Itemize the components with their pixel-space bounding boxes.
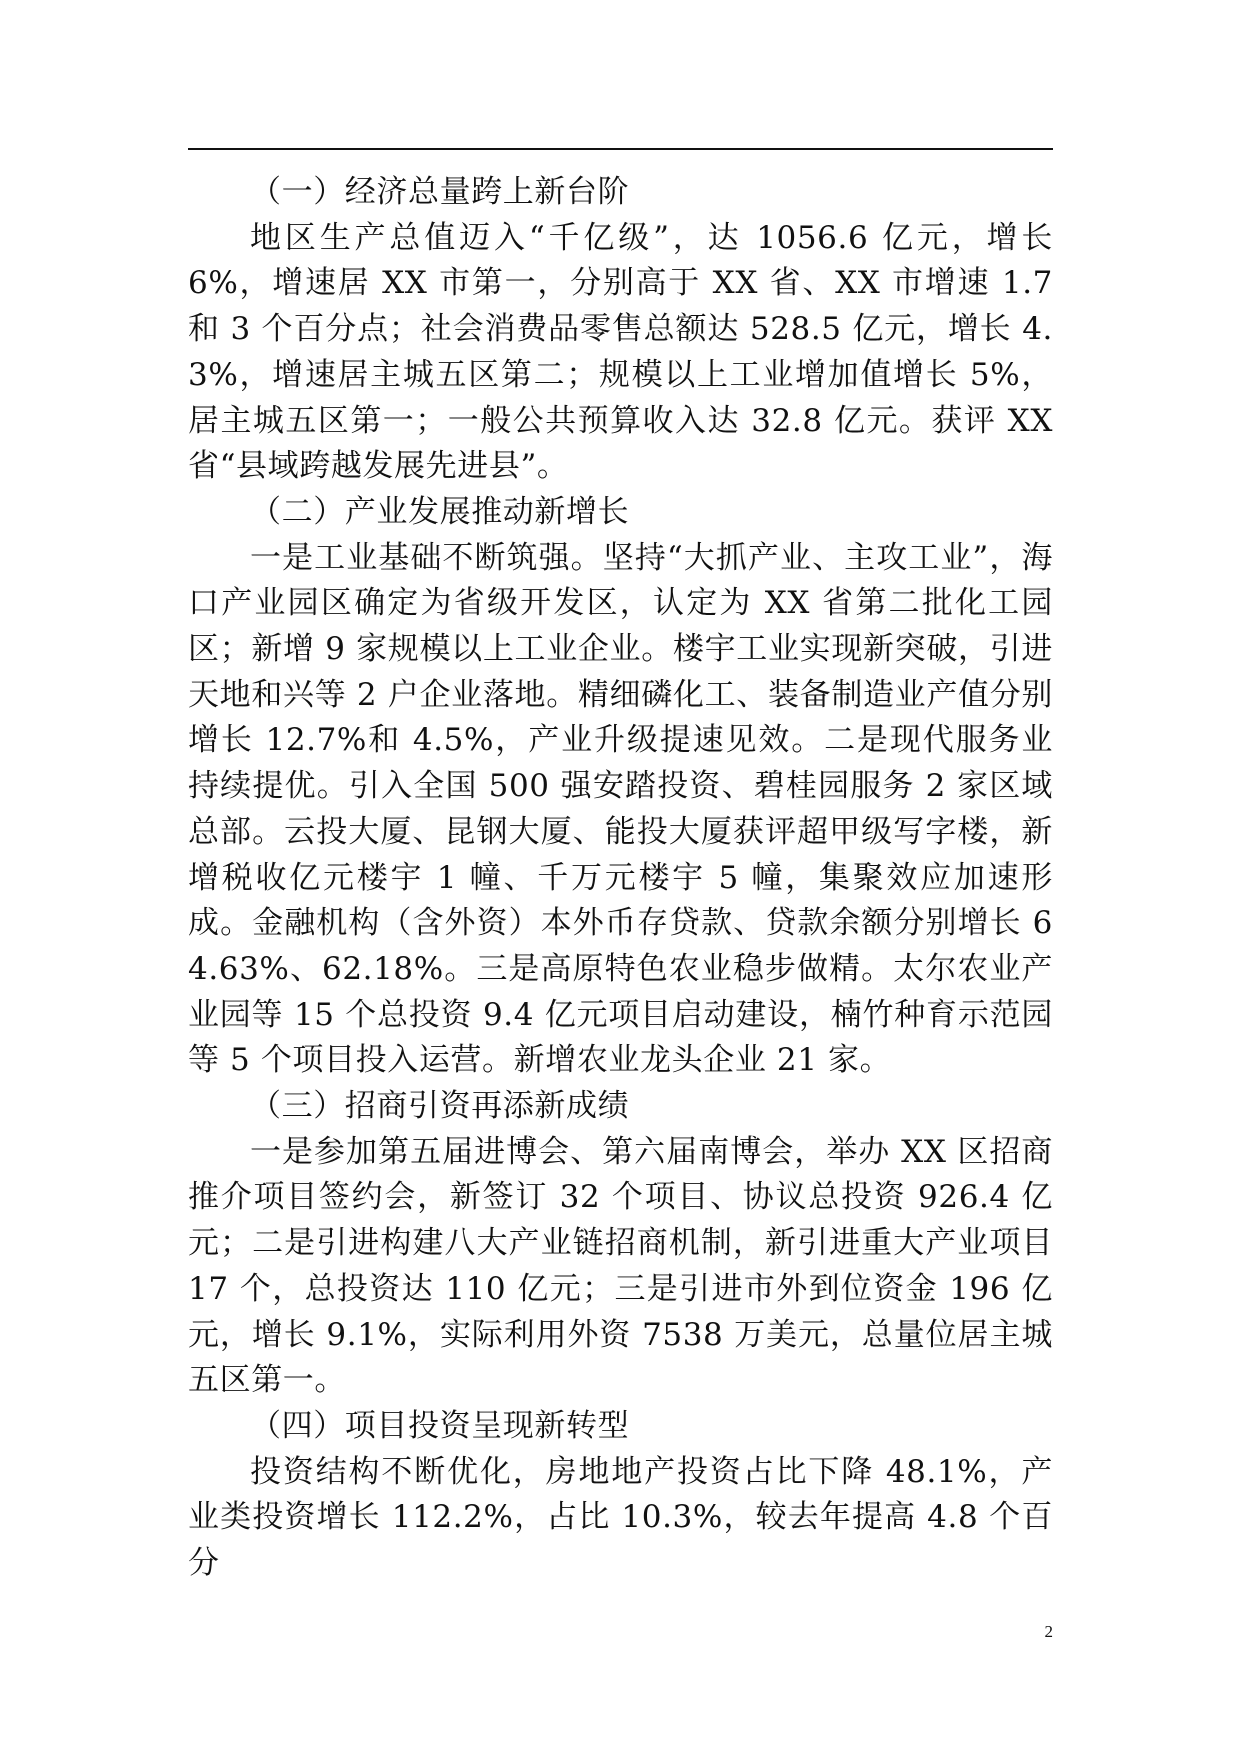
page-number: 2: [1044, 1622, 1053, 1641]
section-paragraph-1: 地区生产总值迈入“千亿级”，达 1056.6 亿元，增长 6%，增速居 XX 市第一，分别高于 XX 省、XX 市增速 1.7 和 3 个百分点；社会消费品零售总额达 528.5 亿元，增长 4.3%，增速居主城五区第二；规模以上工业增加值增长 5%，居主城五区第一；一般公共预算收入达 32.8 亿元。获评 XX 省“县域跨越发展先进县”。: [188, 219, 1053, 485]
section-paragraph-2: 一是工业基础不断筑强。坚持“大抓产业、主攻工业”，海口产业园区确定为省级开发区，认定为 XX 省第二批化工园区；新增 9 家规模以上工业企业。楼宇工业实现新突破，引进天地和兴等 2 户企业落地。精细磷化工、装备制造业产值分别增长 12.7%和 4.5%，产业升级提速见效。二是现代服务业持续提优。引入全国 500 强安踏投资、碧桂园服务 2 家区域总部。云投大厦、昆钢大厦、能投大厦获评超甲级写字楼，新增税收亿元楼宇 1 幢、千万元楼宇 5 幢，集聚效应加速形成。金融机构（含外资）本外币存贷款、贷款余额分别增长 64.63%、62.18%。三是高原特色农业稳步做精。太尔农业产业园等 15 个总投资 9.4 亿元项目启动建设，楠竹种育示范园等 5 个项目投入运营。新增农业龙头企业 21 家。: [188, 539, 1053, 1079]
section-paragraph-3: 一是参加第五届进博会、第六届南博会，举办 XX 区招商推介项目签约会，新签订 32 个项目、协议总投资 926.4 亿元；二是引进构建八大产业链招商机制，新引进重大产业项目 17 个，总投资达 110 亿元；三是引进市外到位资金 196 亿元，增长 9.1%，实际利用外资 7538 万美元，总量位居主城五区第一。: [188, 1133, 1053, 1399]
header-rule: [188, 148, 1053, 150]
section-heading-4: （四）项目投资呈现新转型: [250, 1407, 630, 1444]
section-paragraph-4: 投资结构不断优化，房地地产投资占比下降 48.1%，产业类投资增长 112.2%，占比 10.3%，较去年提高 4.8 个百分: [188, 1453, 1053, 1582]
section-heading-2: （二）产业发展推动新增长: [250, 493, 630, 530]
document-body: [188, 170, 1053, 1587]
section-heading-3: （三）招商引资再添新成绩: [250, 1088, 630, 1125]
section-heading-1: （一）经济总量跨上新台阶: [250, 174, 630, 210]
